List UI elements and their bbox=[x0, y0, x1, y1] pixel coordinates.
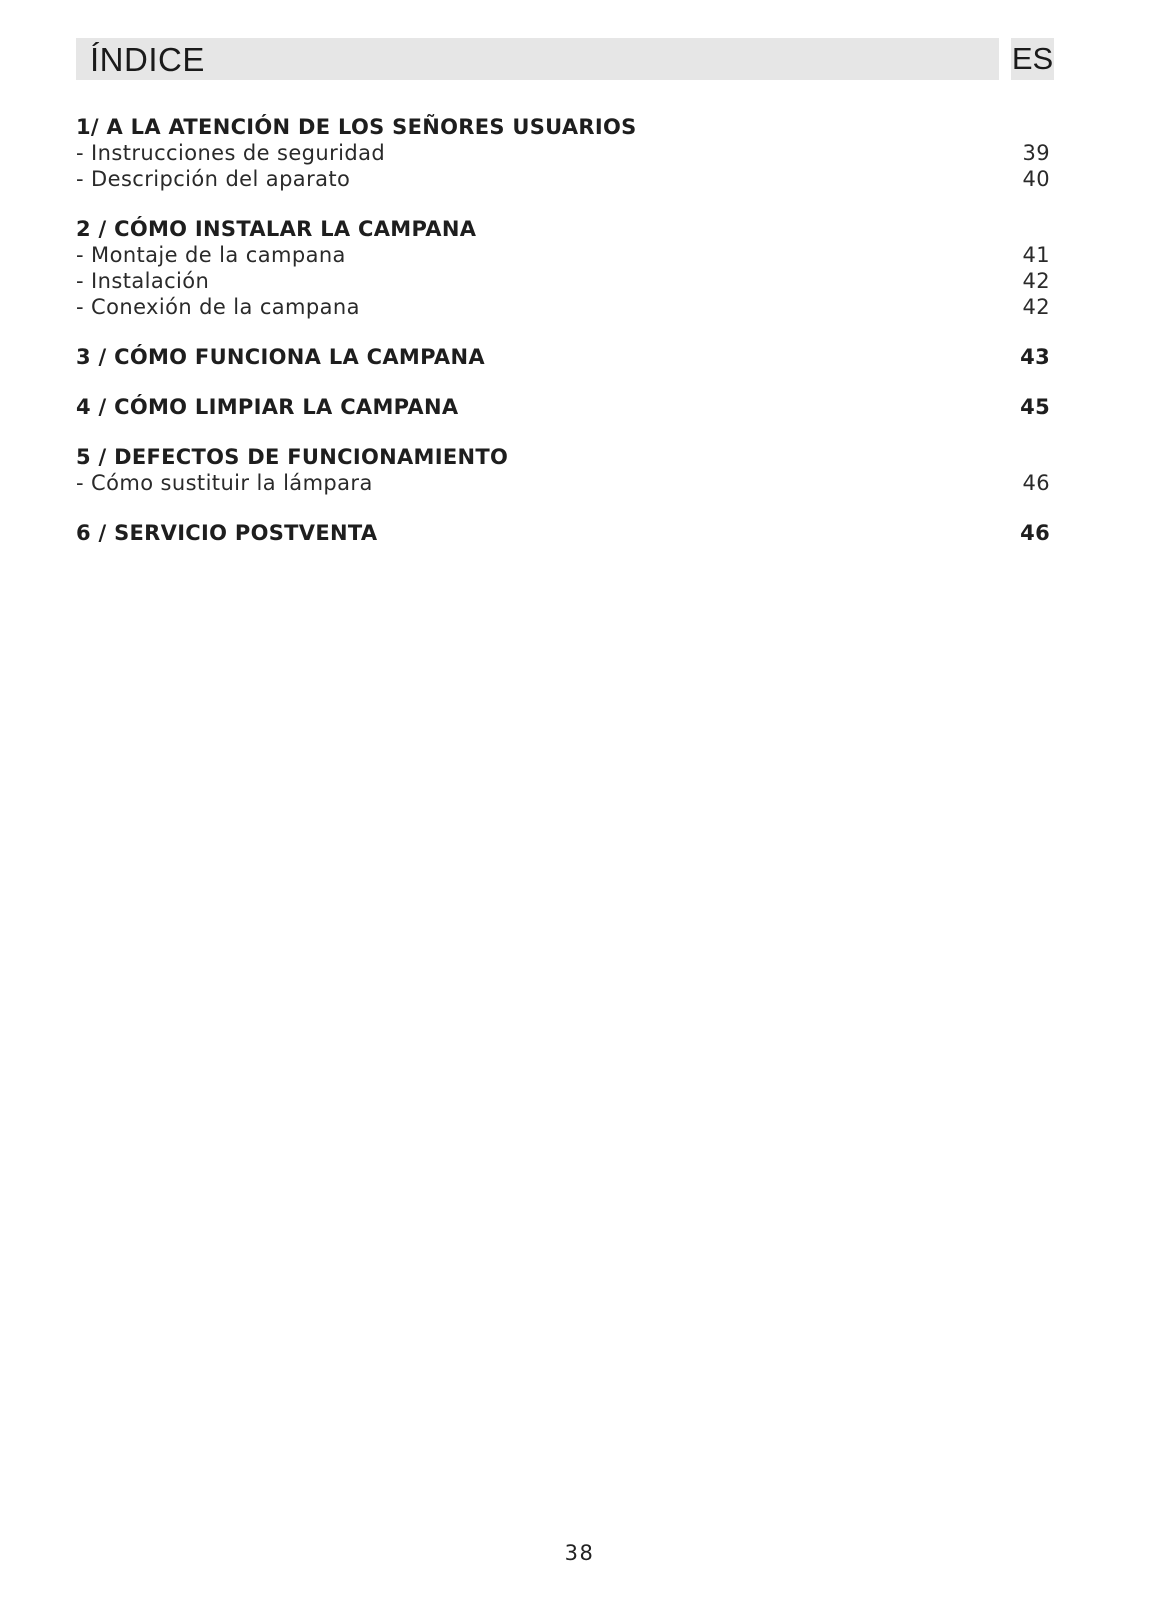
page-title: ÍNDICE bbox=[90, 41, 205, 78]
toc-item[interactable] bbox=[76, 294, 1050, 320]
toc-heading[interactable] bbox=[76, 114, 1050, 140]
toc-item-page: 42 bbox=[1022, 295, 1050, 319]
toc-section-4 bbox=[76, 394, 1050, 420]
toc-item-label: - Cómo sustituir la lámpara bbox=[76, 471, 373, 495]
toc-section-6 bbox=[76, 520, 1050, 546]
toc-item[interactable] bbox=[76, 166, 1050, 192]
toc-item-page: 40 bbox=[1022, 167, 1050, 191]
toc-item-page: 39 bbox=[1022, 141, 1050, 165]
toc-item[interactable] bbox=[76, 242, 1050, 268]
toc-heading-page: 46 bbox=[1020, 521, 1050, 545]
toc-item[interactable] bbox=[76, 470, 1050, 496]
toc-heading[interactable] bbox=[76, 394, 1050, 420]
page-number: 38 bbox=[564, 1541, 595, 1565]
toc-item-page: 46 bbox=[1022, 471, 1050, 495]
header-bar bbox=[76, 38, 999, 80]
toc-item-label: - Montaje de la campana bbox=[76, 243, 346, 267]
toc-item-label: - Instalación bbox=[76, 269, 210, 293]
toc-item[interactable] bbox=[76, 268, 1050, 294]
language-badge bbox=[1011, 38, 1054, 80]
toc-heading-label: 2 / CÓMO INSTALAR LA CAMPANA bbox=[76, 217, 477, 241]
toc-heading[interactable] bbox=[76, 520, 1050, 546]
toc-item-label: - Descripción del aparato bbox=[76, 167, 351, 191]
toc-item-label: - Instrucciones de seguridad bbox=[76, 141, 386, 165]
toc-heading-label: 1/ A LA ATENCIÓN DE LOS SEÑORES USUARIOS bbox=[76, 115, 637, 139]
toc-heading-page: 43 bbox=[1020, 345, 1050, 369]
toc-item-label: - Conexión de la campana bbox=[76, 295, 360, 319]
language-label: ES bbox=[1011, 41, 1054, 76]
toc-heading-label: 5 / DEFECTOS DE FUNCIONAMIENTO bbox=[76, 445, 509, 469]
table-of-contents bbox=[76, 114, 1050, 570]
toc-item[interactable] bbox=[76, 140, 1050, 166]
toc-heading-label: 6 / SERVICIO POSTVENTA bbox=[76, 521, 378, 545]
toc-item-page: 41 bbox=[1022, 243, 1050, 267]
toc-item-page: 42 bbox=[1022, 269, 1050, 293]
toc-section-3 bbox=[76, 344, 1050, 370]
toc-section-2 bbox=[76, 216, 1050, 320]
toc-heading[interactable] bbox=[76, 344, 1050, 370]
toc-heading-label: 4 / CÓMO LIMPIAR LA CAMPANA bbox=[76, 395, 459, 419]
toc-heading[interactable] bbox=[76, 216, 1050, 242]
toc-heading-label: 3 / CÓMO FUNCIONA LA CAMPANA bbox=[76, 345, 485, 369]
toc-heading-page: 45 bbox=[1020, 395, 1050, 419]
toc-section-1 bbox=[76, 114, 1050, 192]
toc-section-5 bbox=[76, 444, 1050, 496]
toc-heading[interactable] bbox=[76, 444, 1050, 470]
